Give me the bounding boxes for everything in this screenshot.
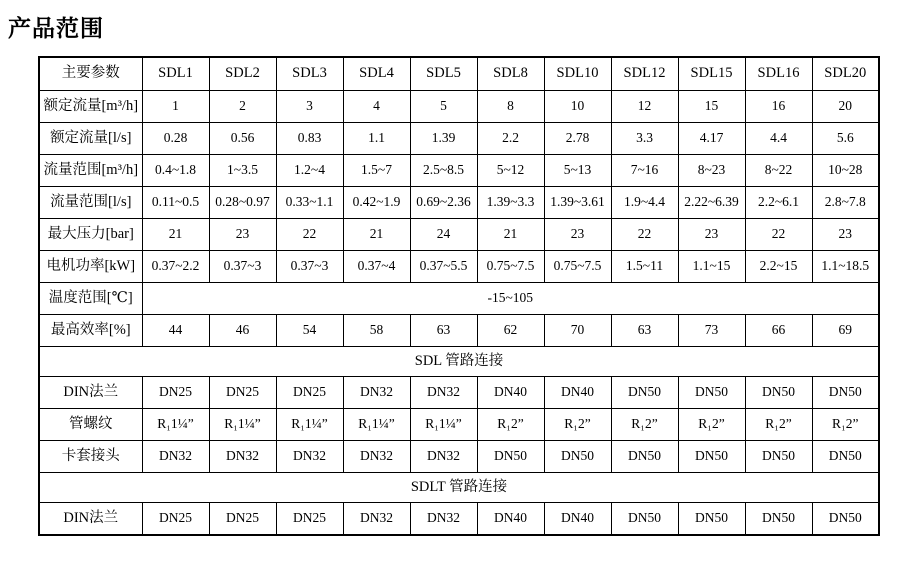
value-cell: 62 <box>477 315 544 347</box>
value-cell: 23 <box>544 219 611 251</box>
value-cell: 0.75~7.5 <box>477 251 544 283</box>
value-cell: 0.4~1.8 <box>142 155 209 187</box>
value-cell: DN32 <box>410 377 477 409</box>
table-row <box>39 283 879 315</box>
column-header-cell: SDL1 <box>142 57 209 91</box>
section-row <box>39 473 879 503</box>
row-label-cell: 管螺纹 <box>39 409 142 441</box>
value-cell: 0.69~2.36 <box>410 187 477 219</box>
value-cell: 1.9~4.4 <box>611 187 678 219</box>
value-cell: 2.2 <box>477 123 544 155</box>
section-header-cell: SDLT 管路连接 <box>39 473 879 503</box>
value-cell: 1~3.5 <box>209 155 276 187</box>
value-cell: 70 <box>544 315 611 347</box>
temp-range-cell: -15~105 <box>142 283 879 315</box>
value-cell: 8~22 <box>745 155 812 187</box>
value-cell: 5~13 <box>544 155 611 187</box>
value-cell: 0.37~3 <box>276 251 343 283</box>
value-cell: 21 <box>477 219 544 251</box>
value-cell: DN50 <box>678 441 745 473</box>
value-cell: DN32 <box>343 377 410 409</box>
value-cell: 0.83 <box>276 123 343 155</box>
value-cell: R₁1¼” <box>410 409 477 441</box>
column-header-cell: SDL10 <box>544 57 611 91</box>
value-cell: 4.4 <box>745 123 812 155</box>
value-cell: R₁2” <box>477 409 544 441</box>
section-header-cell: SDL 管路连接 <box>39 347 879 377</box>
value-cell: DN32 <box>343 441 410 473</box>
value-cell: 1.39 <box>410 123 477 155</box>
value-cell: 21 <box>142 219 209 251</box>
value-cell: DN40 <box>477 377 544 409</box>
value-cell: 23 <box>812 219 879 251</box>
value-cell: DN50 <box>611 441 678 473</box>
value-cell: R₁1¼” <box>142 409 209 441</box>
value-cell: DN25 <box>209 503 276 536</box>
row-label-cell: 卡套接头 <box>39 441 142 473</box>
value-cell: DN32 <box>142 441 209 473</box>
value-cell: 24 <box>410 219 477 251</box>
column-header-cell: SDL15 <box>678 57 745 91</box>
value-cell: R₁2” <box>544 409 611 441</box>
row-label-cell: DIN法兰 <box>39 377 142 409</box>
value-cell: R₁2” <box>611 409 678 441</box>
value-cell: 4 <box>343 91 410 123</box>
column-header-cell: SDL16 <box>745 57 812 91</box>
value-cell: DN40 <box>544 503 611 536</box>
value-cell: 2.5~8.5 <box>410 155 477 187</box>
column-header-cell: SDL8 <box>477 57 544 91</box>
value-cell: 22 <box>276 219 343 251</box>
value-cell: R₁1¼” <box>276 409 343 441</box>
value-cell: 20 <box>812 91 879 123</box>
value-cell: DN50 <box>745 503 812 536</box>
value-cell: 10 <box>544 91 611 123</box>
value-cell: DN32 <box>343 503 410 536</box>
value-cell: 23 <box>209 219 276 251</box>
value-cell: 1 <box>142 91 209 123</box>
column-header-cell: SDL3 <box>276 57 343 91</box>
value-cell: 0.28 <box>142 123 209 155</box>
value-cell: 1.1~18.5 <box>812 251 879 283</box>
table-row <box>39 155 879 187</box>
value-cell: 0.33~1.1 <box>276 187 343 219</box>
value-cell: DN50 <box>745 377 812 409</box>
value-cell: 2.78 <box>544 123 611 155</box>
value-cell: DN50 <box>678 503 745 536</box>
value-cell: 5.6 <box>812 123 879 155</box>
column-header-cell: SDL12 <box>611 57 678 91</box>
value-cell: DN25 <box>142 377 209 409</box>
value-cell: 2.2~15 <box>745 251 812 283</box>
table-row <box>39 409 879 441</box>
value-cell: 22 <box>745 219 812 251</box>
value-cell: 1.1~15 <box>678 251 745 283</box>
value-cell: DN32 <box>276 441 343 473</box>
value-cell: 22 <box>611 219 678 251</box>
row-label-cell: 额定流量[m³/h] <box>39 91 142 123</box>
row-label-cell: 最高效率[%] <box>39 315 142 347</box>
value-cell: 2.8~7.8 <box>812 187 879 219</box>
row-label-cell: 最大压力[bar] <box>39 219 142 251</box>
page-title: 产品范围 <box>8 16 104 42</box>
row-label-cell: 额定流量[l/s] <box>39 123 142 155</box>
value-cell: 1.39~3.3 <box>477 187 544 219</box>
column-header-cell: SDL20 <box>812 57 879 91</box>
column-header-cell: SDL5 <box>410 57 477 91</box>
value-cell: 0.37~3 <box>209 251 276 283</box>
value-cell: 46 <box>209 315 276 347</box>
value-cell: DN32 <box>410 503 477 536</box>
value-cell: DN50 <box>745 441 812 473</box>
value-cell: 0.28~0.97 <box>209 187 276 219</box>
value-cell: 1.5~7 <box>343 155 410 187</box>
value-cell: DN50 <box>812 441 879 473</box>
value-cell: 1.5~11 <box>611 251 678 283</box>
value-cell: 4.17 <box>678 123 745 155</box>
value-cell: DN50 <box>611 503 678 536</box>
value-cell: 7~16 <box>611 155 678 187</box>
value-cell: DN32 <box>410 441 477 473</box>
value-cell: R₁2” <box>678 409 745 441</box>
value-cell: 44 <box>142 315 209 347</box>
column-header-cell: SDL4 <box>343 57 410 91</box>
value-cell: DN25 <box>142 503 209 536</box>
row-label-cell: 流量范围[l/s] <box>39 187 142 219</box>
value-cell: R₁2” <box>812 409 879 441</box>
value-cell: 66 <box>745 315 812 347</box>
row-label-cell: 温度范围[℃] <box>39 283 142 315</box>
value-cell: 0.37~4 <box>343 251 410 283</box>
value-cell: 15 <box>678 91 745 123</box>
value-cell: DN50 <box>678 377 745 409</box>
table-row <box>39 377 879 409</box>
header-row <box>39 57 879 91</box>
value-cell: DN50 <box>544 441 611 473</box>
value-cell: 23 <box>678 219 745 251</box>
table-body <box>39 57 879 535</box>
value-cell: 21 <box>343 219 410 251</box>
section-row <box>39 347 879 377</box>
column-header-cell: SDL2 <box>209 57 276 91</box>
value-cell: 2.22~6.39 <box>678 187 745 219</box>
table-row <box>39 123 879 155</box>
params-header-cell: 主要参数 <box>39 57 142 91</box>
value-cell: DN32 <box>209 441 276 473</box>
table-row <box>39 91 879 123</box>
value-cell: 1.1 <box>343 123 410 155</box>
value-cell: 2.2~6.1 <box>745 187 812 219</box>
product-range-table <box>38 56 880 536</box>
row-label-cell: 流量范围[m³/h] <box>39 155 142 187</box>
value-cell: DN25 <box>209 377 276 409</box>
value-cell: DN50 <box>812 503 879 536</box>
value-cell: 0.11~0.5 <box>142 187 209 219</box>
value-cell: 0.75~7.5 <box>544 251 611 283</box>
value-cell: DN25 <box>276 377 343 409</box>
value-cell: 8 <box>477 91 544 123</box>
value-cell: 1.2~4 <box>276 155 343 187</box>
value-cell: DN50 <box>477 441 544 473</box>
table-row <box>39 187 879 219</box>
value-cell: 2 <box>209 91 276 123</box>
table-row <box>39 503 879 536</box>
value-cell: 0.37~2.2 <box>142 251 209 283</box>
value-cell: 0.56 <box>209 123 276 155</box>
value-cell: DN50 <box>812 377 879 409</box>
value-cell: 5 <box>410 91 477 123</box>
row-label-cell: DIN法兰 <box>39 503 142 536</box>
value-cell: DN40 <box>477 503 544 536</box>
value-cell: DN50 <box>611 377 678 409</box>
value-cell: 3 <box>276 91 343 123</box>
value-cell: 63 <box>611 315 678 347</box>
value-cell: 0.37~5.5 <box>410 251 477 283</box>
value-cell: 10~28 <box>812 155 879 187</box>
table-row <box>39 251 879 283</box>
value-cell: 12 <box>611 91 678 123</box>
value-cell: 73 <box>678 315 745 347</box>
value-cell: 69 <box>812 315 879 347</box>
value-cell: 3.3 <box>611 123 678 155</box>
table-row <box>39 315 879 347</box>
value-cell: 5~12 <box>477 155 544 187</box>
value-cell: DN25 <box>276 503 343 536</box>
value-cell: 16 <box>745 91 812 123</box>
value-cell: 0.42~1.9 <box>343 187 410 219</box>
value-cell: R₁1¼” <box>343 409 410 441</box>
value-cell: 8~23 <box>678 155 745 187</box>
value-cell: 58 <box>343 315 410 347</box>
value-cell: R₁1¼” <box>209 409 276 441</box>
value-cell: 1.39~3.61 <box>544 187 611 219</box>
value-cell: DN40 <box>544 377 611 409</box>
value-cell: 63 <box>410 315 477 347</box>
table-row <box>39 441 879 473</box>
value-cell: 54 <box>276 315 343 347</box>
table-row <box>39 219 879 251</box>
row-label-cell: 电机功率[kW] <box>39 251 142 283</box>
value-cell: R₁2” <box>745 409 812 441</box>
